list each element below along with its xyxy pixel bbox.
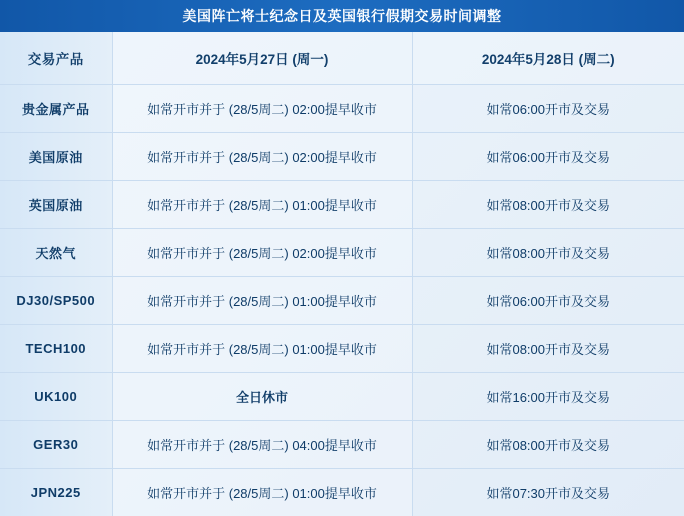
cell-product: JPN225 [0,468,112,516]
table-row [0,228,684,276]
table-row [0,132,684,180]
column-header-day1: 2024年5月27日 (周一) [112,32,412,84]
cell-day2: 如常08:00开市及交易 [412,324,684,372]
table-row [0,420,684,468]
page-title: 美国阵亡将士纪念日及英国银行假期交易时间调整 [182,8,502,24]
cell-day2: 如常06:00开市及交易 [412,276,684,324]
cell-product: 美国原油 [0,132,112,180]
cell-product: 贵金属产品 [0,84,112,132]
table-row [0,180,684,228]
notice-title-bar [0,0,684,32]
cell-day1: 如常开市并于 (28/5周二) 02:00提早收市 [112,84,412,132]
table-row [0,372,684,420]
cell-day1: 如常开市并于 (28/5周二) 01:00提早收市 [112,276,412,324]
cell-day1: 如常开市并于 (28/5周二) 02:00提早收市 [112,132,412,180]
table-row [0,276,684,324]
cell-day1: 全日休市 [112,372,412,420]
table-row [0,84,684,132]
cell-day2: 如常16:00开市及交易 [412,372,684,420]
cell-day2: 如常06:00开市及交易 [412,132,684,180]
cell-day1: 如常开市并于 (28/5周二) 02:00提早收市 [112,228,412,276]
cell-product: UK100 [0,372,112,420]
table-header-row [0,32,684,84]
cell-day2: 如常07:30开市及交易 [412,468,684,516]
cell-day2: 如常06:00开市及交易 [412,84,684,132]
cell-product: 天然气 [0,228,112,276]
cell-day1: 如常开市并于 (28/5周二) 01:00提早收市 [112,180,412,228]
column-header-day2: 2024年5月28日 (周二) [412,32,684,84]
cell-day2: 如常08:00开市及交易 [412,180,684,228]
table-row [0,468,684,516]
cell-day1: 如常开市并于 (28/5周二) 01:00提早收市 [112,468,412,516]
cell-product: 英国原油 [0,180,112,228]
cell-day1: 如常开市并于 (28/5周二) 04:00提早收市 [112,420,412,468]
table-row [0,324,684,372]
cell-product: TECH100 [0,324,112,372]
cell-day1: 如常开市并于 (28/5周二) 01:00提早收市 [112,324,412,372]
column-header-product: 交易产品 [0,32,112,84]
trading-hours-table [0,32,684,516]
cell-product: DJ30/SP500 [0,276,112,324]
cell-product: GER30 [0,420,112,468]
cell-day2: 如常08:00开市及交易 [412,228,684,276]
cell-day2: 如常08:00开市及交易 [412,420,684,468]
